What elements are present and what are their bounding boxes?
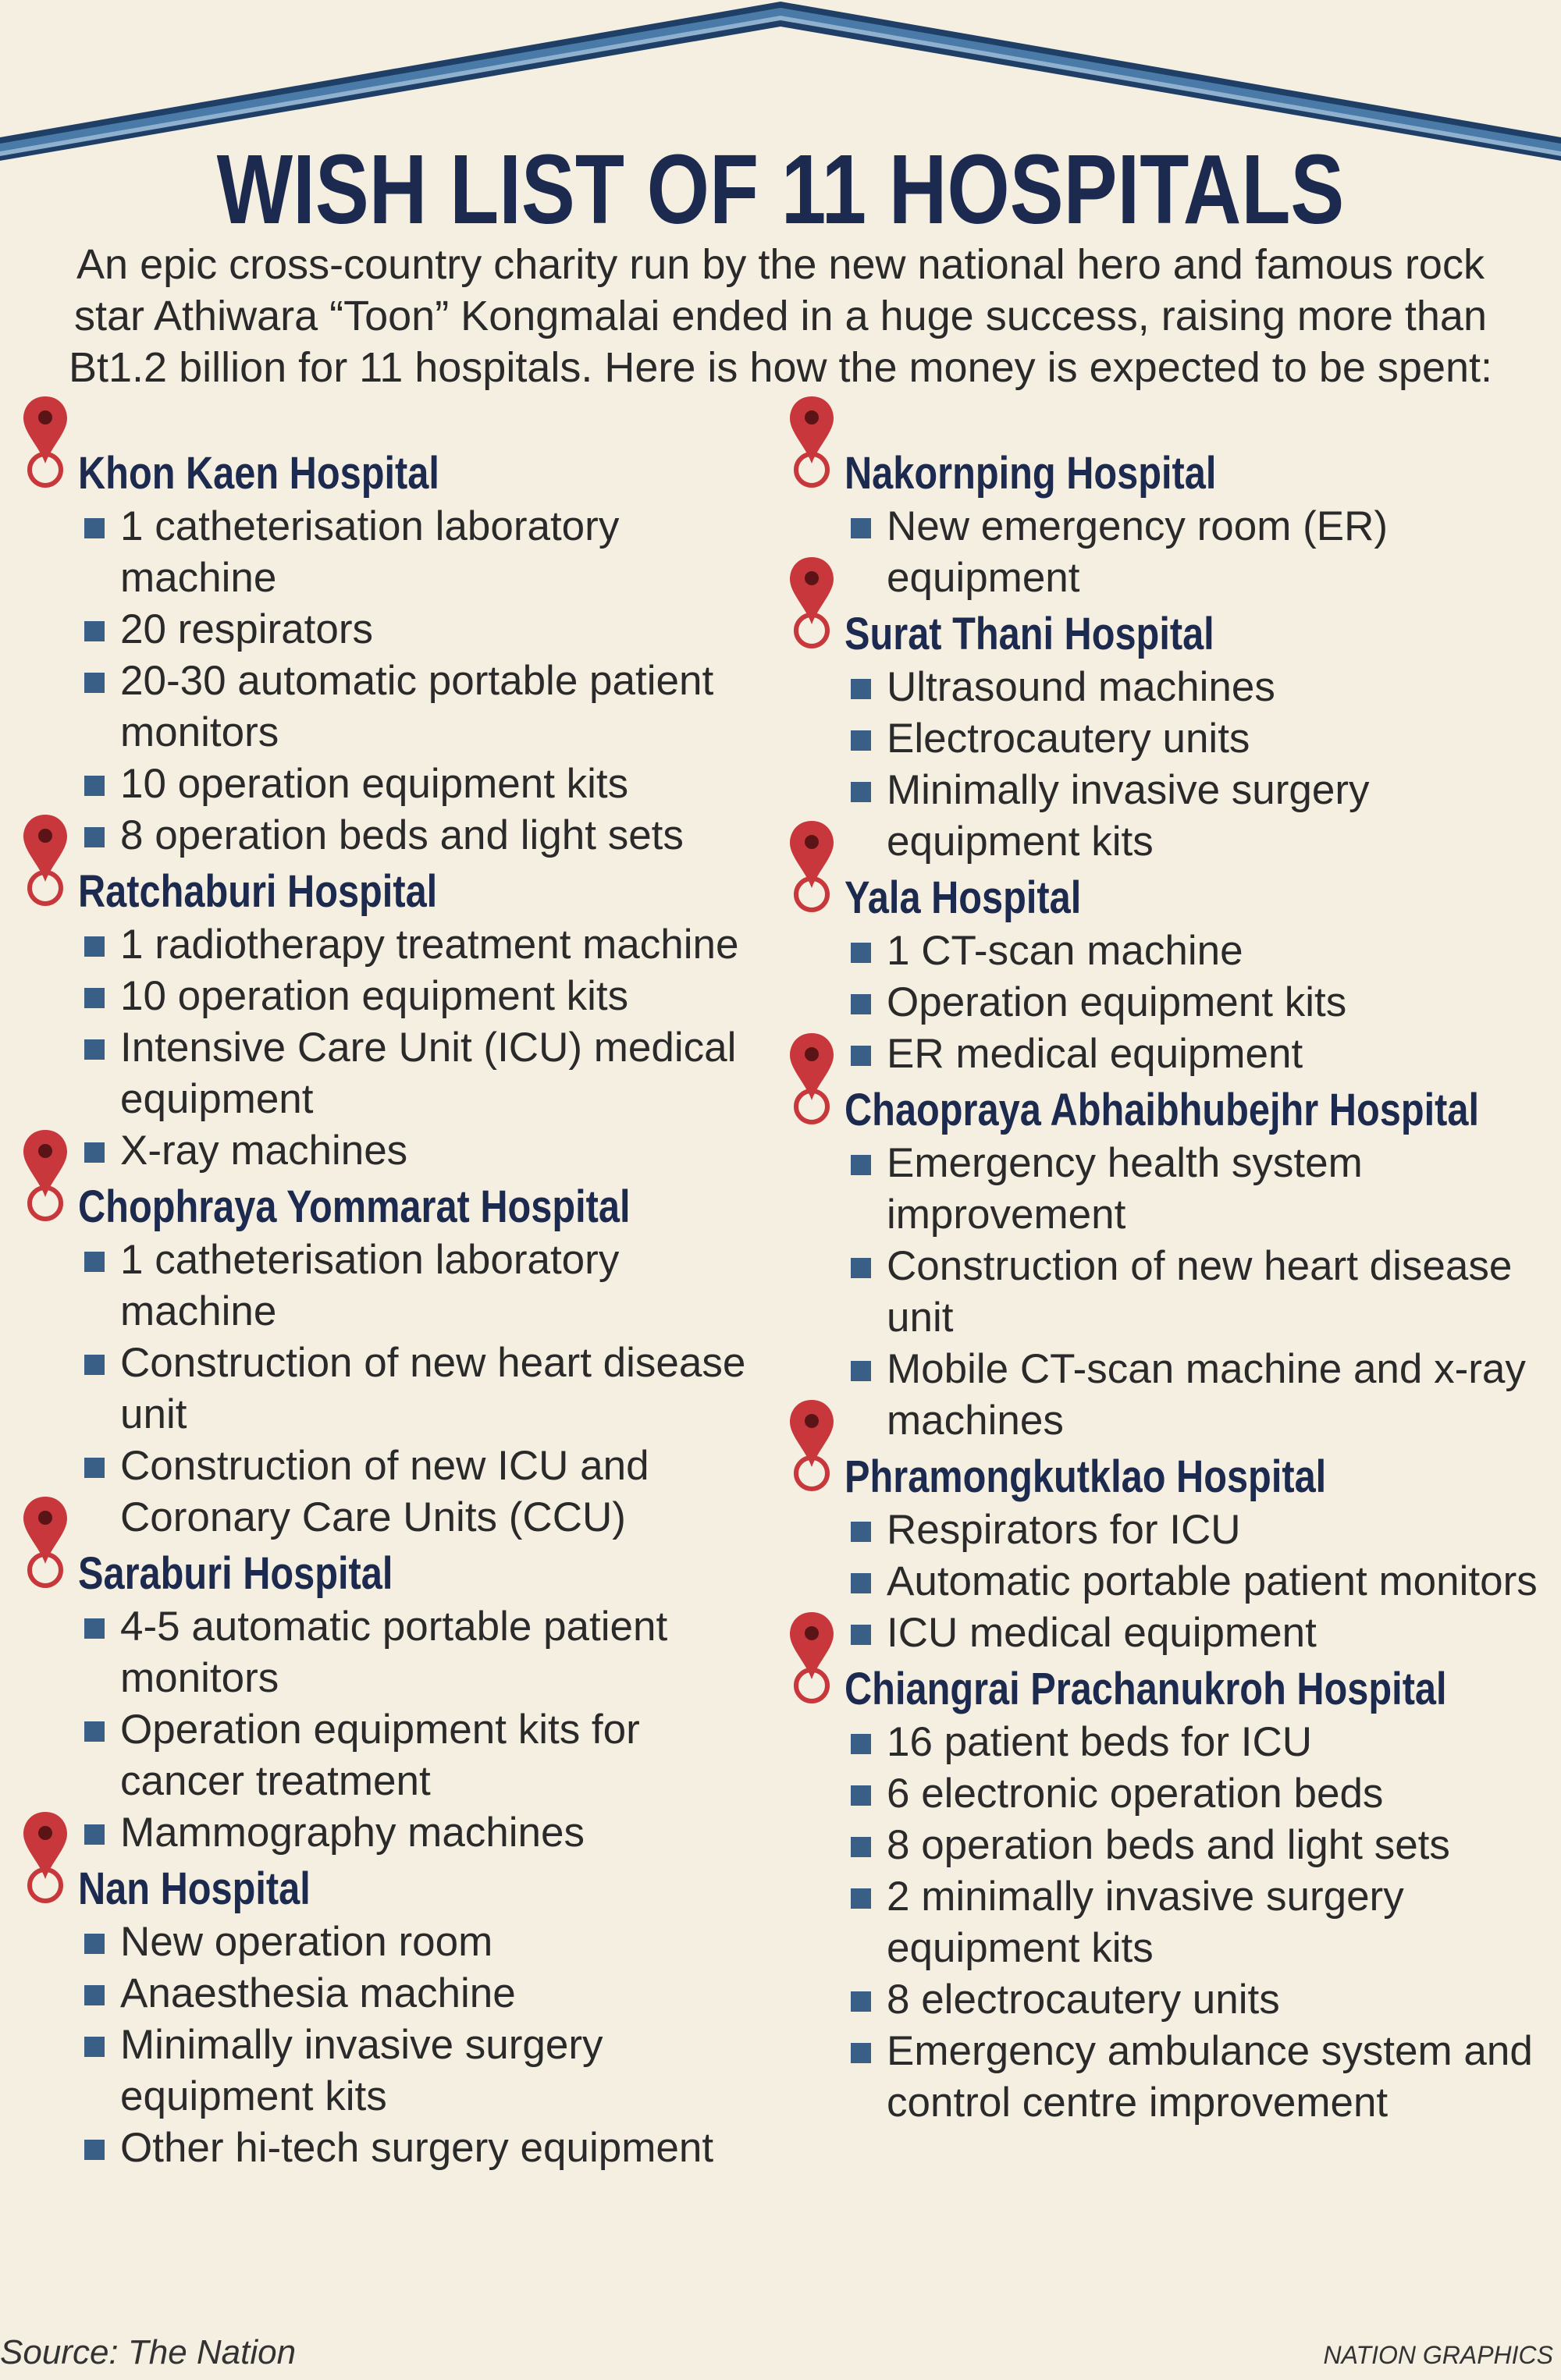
list-item <box>81 1125 765 1177</box>
map-pin-icon <box>17 392 73 501</box>
hospital-name: Chophraya Yommarat Hospital <box>78 1181 631 1232</box>
square-bullet-icon <box>84 1142 105 1163</box>
square-bullet-icon <box>851 1785 871 1806</box>
intro-paragraph: An epic cross-country charity run by the new national hero and famous rock star Athiwara “Toon” Kongmalai ended in a huge success, raising more than Bt1.2 billion for 11 hospitals. Here is how the money is expected to be spent: <box>68 241 1493 391</box>
square-bullet-icon <box>851 1734 871 1754</box>
list-item <box>81 1601 765 1704</box>
map-pin-icon <box>784 1607 840 1717</box>
list-item <box>81 971 765 1022</box>
list-item <box>848 765 1547 868</box>
list-item <box>848 662 1547 713</box>
square-bullet-icon <box>851 1046 871 1066</box>
list-item <box>81 1968 765 2019</box>
list-item <box>848 1768 1547 1820</box>
list-item-text: 10 operation equipment kits <box>120 973 629 1019</box>
list-item-text: Construction of new heart disease unit <box>887 1243 1513 1341</box>
list-item <box>848 713 1547 765</box>
list-item-text: 8 operation beds and light sets <box>120 812 684 858</box>
list-item <box>848 1344 1547 1447</box>
map-pin-icon <box>784 552 840 662</box>
equipment-list <box>78 1234 765 1543</box>
list-item-text: 1 catheterisation laboratory machine <box>120 1237 620 1334</box>
equipment-list <box>845 1504 1547 1659</box>
list-item <box>848 2026 1547 2129</box>
list-item-text: Mammography machines <box>120 1810 585 1856</box>
list-item <box>81 655 765 758</box>
list-item <box>848 1138 1547 1241</box>
list-item-text: Emergency health system improvement <box>887 1140 1363 1238</box>
square-bullet-icon <box>851 1837 871 1857</box>
list-item <box>81 501 765 604</box>
list-item-text: Ultrasound machines <box>887 664 1275 710</box>
square-bullet-icon <box>851 679 871 699</box>
square-bullet-icon <box>84 1934 105 1954</box>
list-item <box>848 1717 1547 1768</box>
hospital-name: Nakornping Hospital <box>845 448 1217 499</box>
list-item-text: Other hi-tech surgery equipment <box>120 2125 714 2171</box>
right-column <box>790 443 1547 2129</box>
square-bullet-icon <box>84 1355 105 1375</box>
list-item-text: 20-30 automatic portable patient monitors <box>120 658 714 755</box>
list-item-text: Construction of new heart disease unit <box>120 1340 746 1437</box>
hospital-name: Khon Kaen Hospital <box>78 448 439 499</box>
left-column <box>23 443 765 2174</box>
list-item-text: Respirators for ICU <box>887 1507 1241 1553</box>
list-item <box>848 925 1547 977</box>
square-bullet-icon <box>84 518 105 538</box>
list-item <box>848 501 1547 604</box>
list-item <box>81 919 765 971</box>
square-bullet-icon <box>84 988 105 1008</box>
list-item-text: New emergency room (ER) equipment <box>887 503 1389 601</box>
hospital-name: Chaopraya Abhaibhubejhr Hospital <box>845 1085 1480 1135</box>
equipment-list <box>845 662 1547 868</box>
list-item <box>848 1241 1547 1344</box>
map-pin-icon <box>784 816 840 925</box>
list-item-text: 2 minimally invasive surgery equipment kits <box>887 1874 1404 1971</box>
list-item <box>81 1704 765 1807</box>
hospital-block <box>790 871 1547 1080</box>
map-pin-icon <box>17 1125 73 1234</box>
square-bullet-icon <box>84 1721 105 1742</box>
hospital-block <box>23 1180 765 1543</box>
hospital-block <box>790 1450 1547 1659</box>
square-bullet-icon <box>851 1991 871 2012</box>
list-item <box>81 810 765 861</box>
map-pin-icon <box>17 810 73 919</box>
source-credit: Source: The Nation <box>0 2333 297 2371</box>
hospital-name: Yala Hospital <box>845 872 1082 923</box>
hospital-block <box>23 865 765 1177</box>
square-bullet-icon <box>84 1252 105 1272</box>
list-item-text: Mobile CT-scan machine and x-ray machines <box>887 1346 1526 1444</box>
list-item-text: Operation equipment kits for cancer treatment <box>120 1707 640 1804</box>
list-item <box>848 1607 1547 1659</box>
list-item <box>81 604 765 655</box>
list-item-text: ER medical equipment <box>887 1031 1303 1077</box>
square-bullet-icon <box>84 673 105 693</box>
hospital-block <box>790 607 1547 868</box>
list-item-text: Automatic portable patient monitors <box>887 1558 1538 1604</box>
list-item-text: X-ray machines <box>120 1128 408 1174</box>
hospital-name: Phramongkutklao Hospital <box>845 1451 1327 1502</box>
hospital-name: Chiangrai Prachanukroh Hospital <box>845 1664 1447 1714</box>
square-bullet-icon <box>851 1258 871 1278</box>
map-pin-icon <box>17 1492 73 1601</box>
list-item-text: Emergency ambulance system and control centre improvement <box>887 2028 1533 2126</box>
list-item-text: Anaesthesia machine <box>120 1970 516 2016</box>
map-pin-icon <box>784 1395 840 1504</box>
equipment-list <box>78 1916 765 2174</box>
list-item <box>81 1337 765 1440</box>
list-item <box>81 1022 765 1125</box>
list-item-text: 6 electronic operation beds <box>887 1771 1384 1817</box>
list-item <box>848 977 1547 1028</box>
square-bullet-icon <box>851 1573 871 1593</box>
list-item-text: ICU medical equipment <box>887 1610 1317 1656</box>
list-item-text: Electrocautery units <box>887 716 1250 762</box>
list-item <box>848 1028 1547 1080</box>
list-item <box>81 1440 765 1543</box>
square-bullet-icon <box>851 782 871 802</box>
hospital-block <box>23 1862 765 2174</box>
square-bullet-icon <box>851 2043 871 2063</box>
list-item <box>81 2122 765 2174</box>
square-bullet-icon <box>851 1888 871 1909</box>
square-bullet-icon <box>851 1522 871 1542</box>
list-item-text: Operation equipment kits <box>887 979 1347 1025</box>
square-bullet-icon <box>84 936 105 957</box>
list-item-text: Construction of new ICU and Coronary Care Units (CCU) <box>120 1443 649 1540</box>
hospital-name: Surat Thani Hospital <box>845 609 1214 659</box>
square-bullet-icon <box>851 1361 871 1381</box>
square-bullet-icon <box>84 621 105 641</box>
square-bullet-icon <box>84 2140 105 2160</box>
square-bullet-icon <box>84 1985 105 2005</box>
list-item-text: 4-5 automatic portable patient monitors <box>120 1604 668 1701</box>
hospital-block <box>790 446 1547 604</box>
map-pin-icon <box>784 1028 840 1138</box>
square-bullet-icon <box>851 1625 871 1645</box>
list-item-text: Minimally invasive surgery equipment kits <box>887 767 1370 865</box>
page-title: WISH LIST OF 11 HOSPITALS <box>216 134 1345 244</box>
hospital-block <box>790 1662 1547 2129</box>
list-item-text: 1 CT-scan machine <box>887 928 1243 974</box>
square-bullet-icon <box>84 827 105 847</box>
hospital-name: Ratchaburi Hospital <box>78 866 438 917</box>
equipment-list <box>845 925 1547 1080</box>
equipment-list <box>78 501 765 861</box>
square-bullet-icon <box>851 1155 871 1175</box>
graphics-credit: NATION GRAPHICS <box>1323 2341 1553 2369</box>
map-pin-icon <box>17 1807 73 1916</box>
square-bullet-icon <box>851 994 871 1014</box>
equipment-list <box>78 1601 765 1859</box>
hospital-block <box>23 1547 765 1859</box>
square-bullet-icon <box>851 943 871 963</box>
hospital-block <box>790 1083 1547 1447</box>
list-item-text: 1 radiotherapy treatment machine <box>120 922 739 968</box>
square-bullet-icon <box>84 1039 105 1060</box>
equipment-list <box>845 1717 1547 2129</box>
list-item <box>848 1504 1547 1556</box>
square-bullet-icon <box>84 2037 105 2057</box>
list-item-text: 1 catheterisation laboratory machine <box>120 503 620 601</box>
list-item <box>848 1974 1547 2026</box>
list-item-text: 20 respirators <box>120 606 374 652</box>
equipment-list <box>845 501 1547 604</box>
map-pin-icon <box>784 392 840 501</box>
list-item-text: 10 operation equipment kits <box>120 761 629 807</box>
list-item-text: Intensive Care Unit (ICU) medical equipment <box>120 1025 737 1122</box>
square-bullet-icon <box>851 518 871 538</box>
square-bullet-icon <box>84 1824 105 1845</box>
list-item <box>848 1556 1547 1607</box>
list-item-text: 8 operation beds and light sets <box>887 1822 1450 1868</box>
list-item-text: Minimally invasive surgery equipment kits <box>120 2022 603 2119</box>
list-item <box>81 758 765 810</box>
hospital-block <box>23 446 765 861</box>
square-bullet-icon <box>84 776 105 796</box>
square-bullet-icon <box>84 1458 105 1478</box>
equipment-list <box>78 919 765 1177</box>
list-item <box>81 1916 765 1968</box>
square-bullet-icon <box>851 730 871 751</box>
hospital-name: Saraburi Hospital <box>78 1548 393 1599</box>
list-item <box>81 1234 765 1337</box>
hospital-name: Nan Hospital <box>78 1863 311 1914</box>
list-item-text: 16 patient beds for ICU <box>887 1719 1313 1765</box>
list-item <box>848 1820 1547 1871</box>
equipment-list <box>845 1138 1547 1447</box>
list-item-text: 8 electrocautery units <box>887 1977 1280 2023</box>
list-item-text: New operation room <box>120 1919 493 1965</box>
square-bullet-icon <box>84 1618 105 1639</box>
list-item <box>848 1871 1547 1974</box>
list-item <box>81 1807 765 1859</box>
list-item <box>81 2019 765 2122</box>
